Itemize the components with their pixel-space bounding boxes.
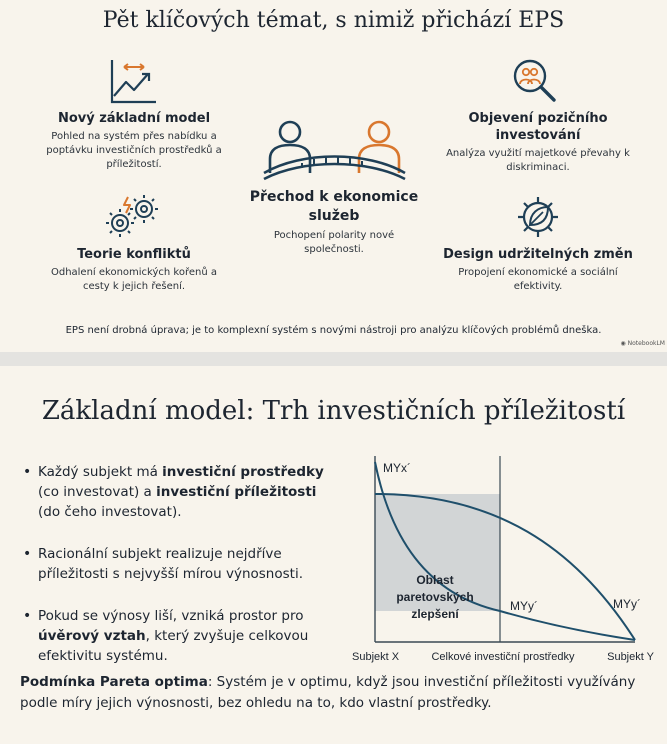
region-label-line: zlepšení (411, 607, 459, 621)
slide-basic-model (0, 366, 667, 744)
topic-title: Přechod k ekonomice služeb (249, 189, 419, 224)
region-label-line: Oblast (416, 573, 454, 587)
topic-new-model (40, 110, 228, 172)
x-left-label: Subjekt X (352, 651, 400, 663)
topic-conflicts (40, 246, 228, 294)
topic-text: Pochopení polarity nové společnosti. (273, 230, 395, 255)
bullet-text: Racionální subjekt realizuje nejdříve příležitosti s nejvyšší mírou výnosnosti. (38, 546, 303, 582)
bullet-item (22, 606, 332, 666)
pareto-condition-title: Podmínka Pareta optima (20, 674, 208, 690)
topic-text: Propojení ekonomické a sociální efektivity. (458, 267, 618, 292)
bullet-bold-text: úvěrový vztah (38, 628, 146, 644)
topic-text: Odhalení ekonomických kořenů a cesty k jejich řešení. (50, 267, 218, 292)
pareto-condition (20, 672, 660, 714)
topic-service-economy (248, 188, 420, 257)
series-myx-label: MYx´ (383, 461, 411, 475)
line-chart-arrows-icon (108, 58, 158, 104)
region-label-line: paretovských (396, 590, 474, 604)
notebooklm-logo (620, 340, 665, 347)
bridge-people-icon (262, 115, 407, 181)
bullet-text: (co investovat) a (38, 484, 157, 500)
topic-title: Design udržitelných změn (443, 247, 633, 262)
notebooklm-mark-icon: ◉ (620, 340, 626, 347)
slide-footer: EPS není drobná úprava; je to komplexní systém s novými nástroji pro analýzu klíčových problémů dneška. (65, 325, 602, 336)
topic-positional-investing (440, 110, 636, 175)
gear-leaf-icon (514, 193, 562, 241)
slide-themes (0, 0, 667, 352)
series-myy-label: MYy´ (613, 597, 641, 611)
bullet-item (22, 544, 332, 584)
topic-title: Teorie konfliktů (77, 247, 191, 262)
bullet-text: Každý subjekt má (38, 464, 163, 480)
bullet-text: (do čeho investovat). (38, 504, 182, 520)
bullet-bold-text: investiční příležitosti (156, 484, 317, 500)
topic-text: Analýza využití majetkové převahy k diskriminaci. (446, 148, 630, 173)
bullet-text: Pokud se výnosy liší, vzniká prostor pro (38, 608, 304, 624)
topic-text: Pohled na systém přes nabídku a poptávku investičních prostředků a příležitostí. (46, 131, 222, 170)
topic-title: Nový základní model (57, 111, 211, 126)
bullet-item (22, 462, 332, 522)
slide-title: Pět klíčových témat, s nimiž přichází EPS (102, 8, 565, 33)
curve-mid-label: MYy´ (510, 599, 538, 613)
bullet-bold-text: investiční prostředky (162, 464, 324, 480)
magnifier-people-icon (511, 57, 557, 103)
topic-sustainable-design (440, 246, 636, 294)
pareto-condition-text: : Systém je v optimu, když jsou investiční příležitosti využívány podle míry jejich výnosnosti, bez ohledu na to, kdo vlastní prostředky. (20, 674, 636, 711)
gears-lightning-icon (104, 193, 162, 239)
bullet-list (22, 462, 332, 688)
brand-label: NotebookLM (627, 340, 665, 347)
investment-chart (345, 456, 661, 666)
x-axis-title: Celkové investiční prostředky (431, 651, 575, 663)
topic-title: Objevení pozičního investování (468, 111, 608, 143)
bullet-text: , který zvyšuje celkovou efektivitu systému. (38, 628, 309, 664)
slide-title: Základní model: Trh investičních příležitostí (41, 396, 626, 426)
x-right-label: Subjekt Y (607, 651, 654, 663)
